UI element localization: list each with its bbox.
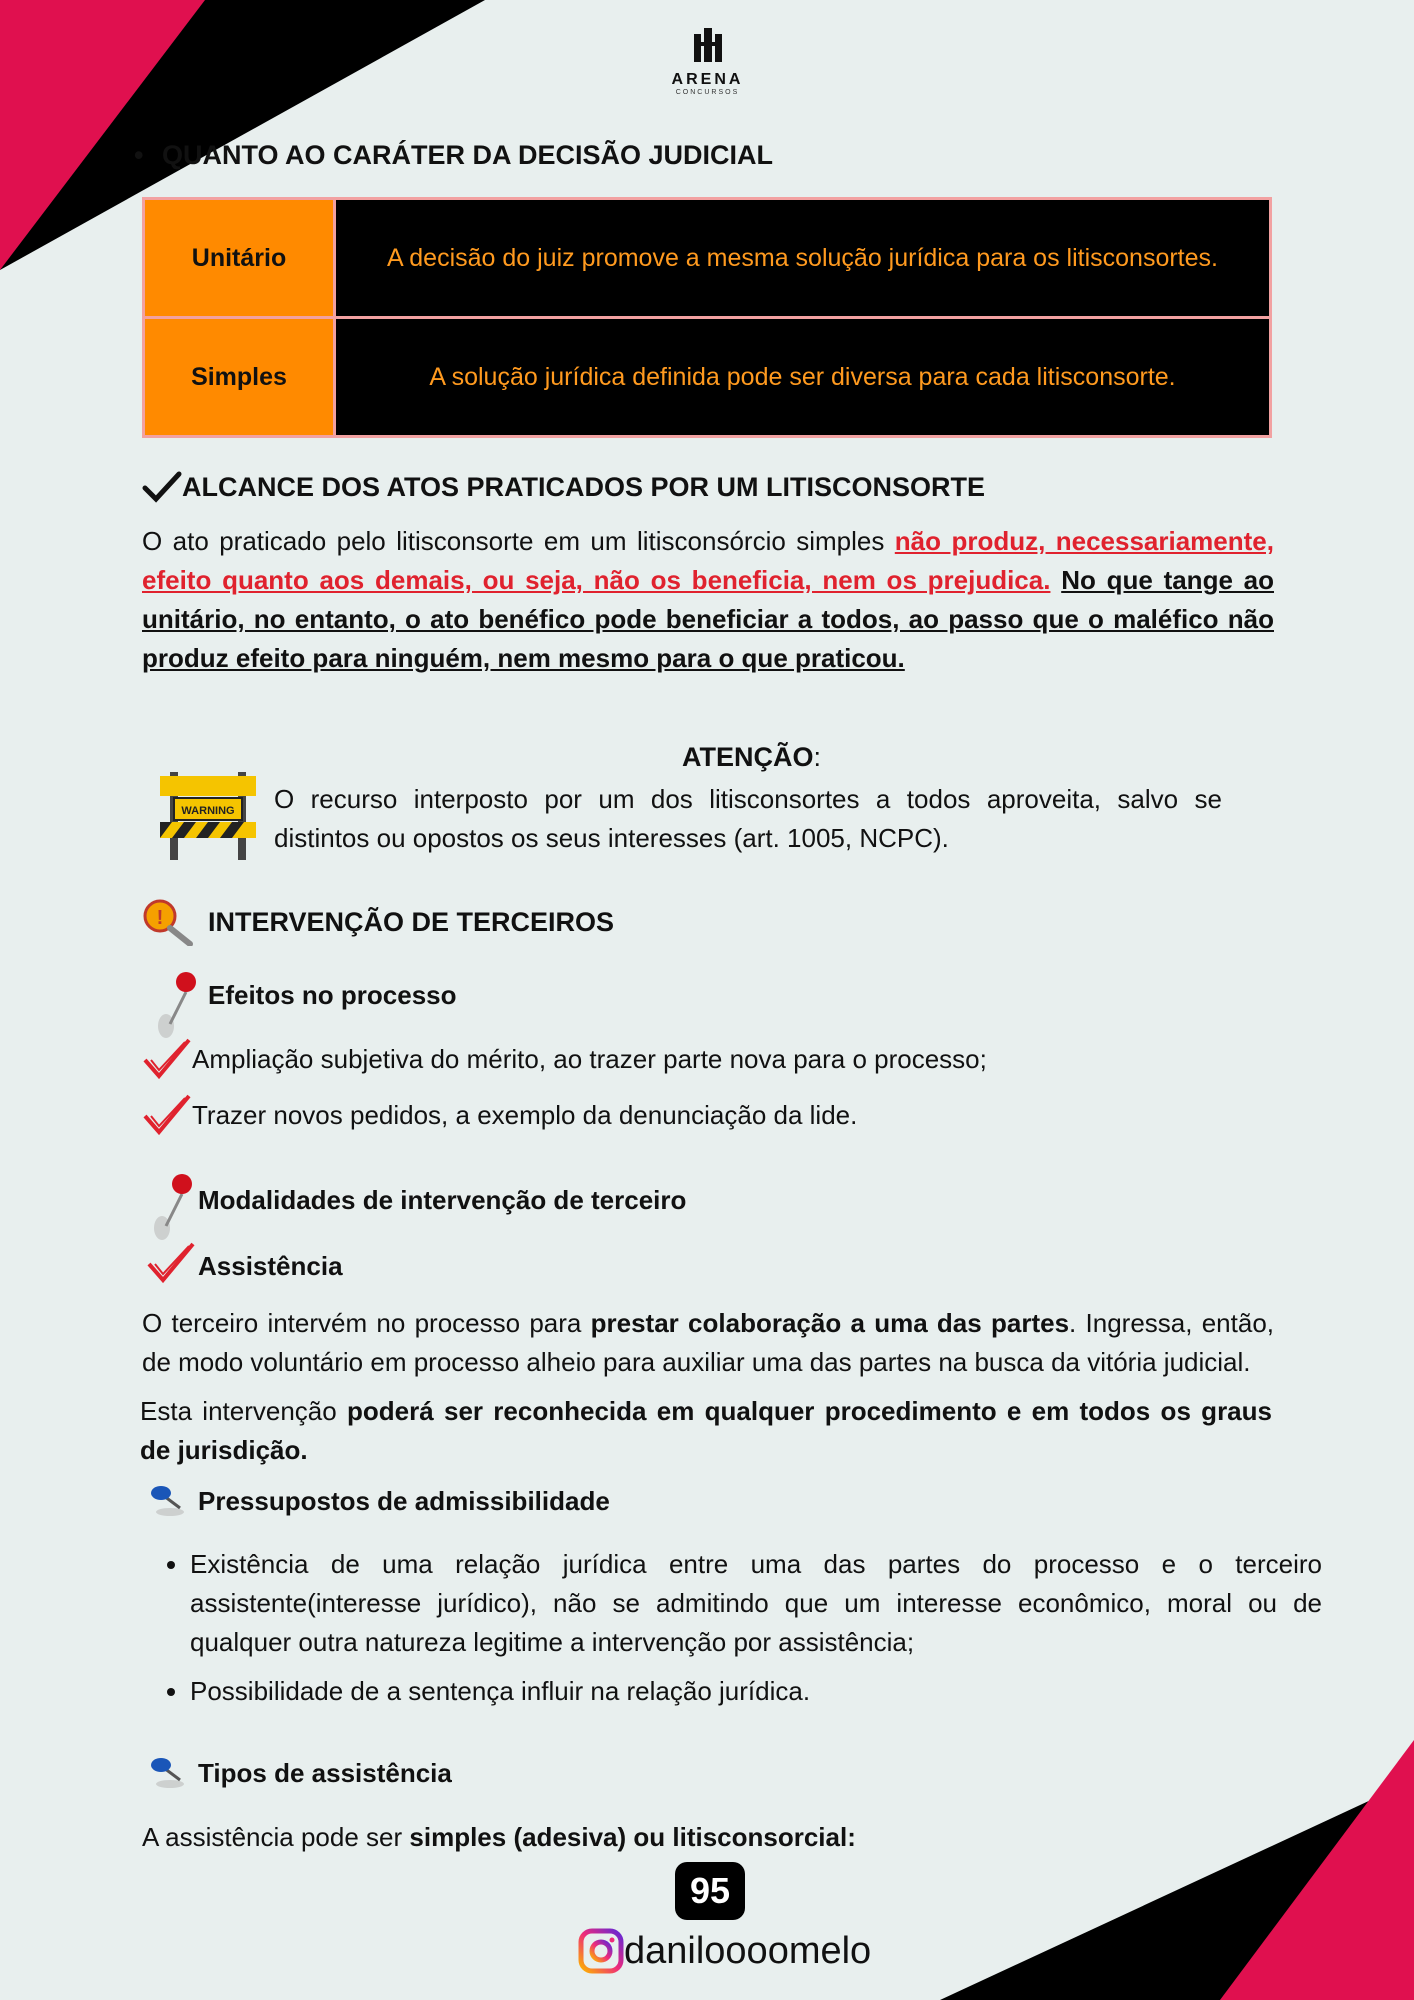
assistencia-title: Assistência xyxy=(198,1251,343,1281)
alcance-paragraph xyxy=(142,522,1274,678)
magnifier-alert-icon xyxy=(142,898,194,946)
pressupostos-title: Pressupostos de admissibilidade xyxy=(198,1486,610,1516)
list-item: • Possibilidade de a sentença influir na relação jurídica. xyxy=(190,1672,1322,1711)
alcance-title: ALCANCE DOS ATOS PRATICADOS POR UM LITISCONSORTE xyxy=(182,471,986,502)
pushpin-icon xyxy=(146,1170,196,1242)
red-check-icon xyxy=(146,1240,196,1286)
warning-sign-icon xyxy=(160,764,256,860)
tipos-paragraph xyxy=(142,1818,1274,1857)
arena-logo-icon xyxy=(691,28,725,64)
instagram-icon xyxy=(578,1928,624,1974)
alcance-text: O ato praticado pelo litisconsorte em um litisconsórcio simples xyxy=(142,526,895,556)
intervencao-heading xyxy=(142,898,614,946)
instagram-handle[interactable] xyxy=(578,1928,871,1974)
table-row xyxy=(144,318,1271,437)
assistencia-bold: poderá ser reconhecida em qualquer procedimento e em todos os graus de jurisdição. xyxy=(140,1396,1272,1465)
alcance-bold-text: No que tange ao unitário, no entanto, o ato benéfico pode beneficiar a todos, ao passo que o maléfico não produz efeito para ninguém, nem mesmo para o que praticou. xyxy=(142,565,1274,673)
atencao-text: O recurso interposto por um dos litisconsortes a todos aproveita, salvo se distintos ou opostos os seus interesses (art. 1005, NCPC). xyxy=(274,784,1222,853)
efeitos-title: Efeitos no processo xyxy=(208,980,457,1010)
section-title-decisao: • QUANTO AO CARÁTER DA DECISÃO JUDICIAL xyxy=(162,140,773,171)
assistencia-text: O terceiro intervém no processo para xyxy=(142,1308,591,1338)
efeito-text: Trazer novos pedidos, a exemplo da denunciação da lide. xyxy=(192,1099,858,1130)
assistencia-paragraph-1 xyxy=(142,1304,1274,1382)
row-description: A decisão do juiz promove a mesma solução jurídica para os litisconsortes. xyxy=(335,199,1271,318)
pressupostos-list xyxy=(142,1545,1322,1721)
arena-logo xyxy=(660,28,755,96)
red-check-icon xyxy=(142,1036,192,1082)
atencao-colon: : xyxy=(813,742,822,772)
tipos-text: A assistência pode ser xyxy=(142,1822,410,1852)
tipos-bold: simples (adesiva) ou litisconsorcial: xyxy=(409,1822,856,1852)
blue-pushpin-icon xyxy=(148,1754,188,1790)
red-check-icon xyxy=(142,1092,192,1138)
efeito-text: Ampliação subjetiva do mérito, ao trazer parte nova para o processo; xyxy=(192,1043,987,1074)
assistencia-text: Esta intervenção xyxy=(140,1396,348,1426)
row-label: Unitário xyxy=(144,199,335,318)
logo-brand: ARENA xyxy=(671,71,744,88)
list-item xyxy=(142,1092,857,1138)
page-number: 95 xyxy=(675,1862,745,1920)
instagram-handle-text: daniloooomelo xyxy=(624,1929,872,1972)
assistencia-bold: prestar colaboração a uma das partes xyxy=(590,1308,1070,1338)
list-item xyxy=(142,1036,987,1082)
row-description: A solução jurídica definida pode ser diversa para cada litisconsorte. xyxy=(335,318,1271,437)
atencao-heading xyxy=(682,742,821,773)
intervencao-title: INTERVENÇÃO DE TERCEIROS xyxy=(208,906,615,937)
warning-sign-label: WARNING xyxy=(181,805,235,817)
alcance-red-highlight: não produz, necessariamente, efeito quanto aos demais, ou seja, não os beneficia, nem os prejudica. xyxy=(142,526,1274,595)
row-label: Simples xyxy=(144,318,335,437)
blue-pushpin-icon xyxy=(148,1482,188,1518)
litisconsorcio-table xyxy=(142,197,1272,438)
logo-subtitle: CONCURSOS xyxy=(675,89,740,96)
alcance-heading xyxy=(142,470,985,504)
assistencia-text-end: . Ingressa, então, de modo voluntário em processo alheio para auxiliar uma das partes na busca da vitória judicial. xyxy=(142,1308,1275,1377)
list-item: • Existência de uma relação jurídica entre uma das partes do processo e o terceiro assistente(interesse jurídico), não se admitindo que um interesse econômico, moral ou de qualquer outra natureza legitime a intervenção por assistência; xyxy=(190,1545,1322,1662)
checkmark-icon xyxy=(142,470,182,504)
atencao-title: ATENÇÃO xyxy=(682,742,814,772)
table-row xyxy=(144,199,1271,318)
pushpin-icon xyxy=(150,968,200,1040)
tipos-title: Tipos de assistência xyxy=(198,1758,452,1788)
assistencia-paragraph-2 xyxy=(140,1392,1272,1470)
svg-text:!: ! xyxy=(156,907,164,929)
modalidades-title: Modalidades de intervenção de terceiro xyxy=(198,1185,687,1215)
